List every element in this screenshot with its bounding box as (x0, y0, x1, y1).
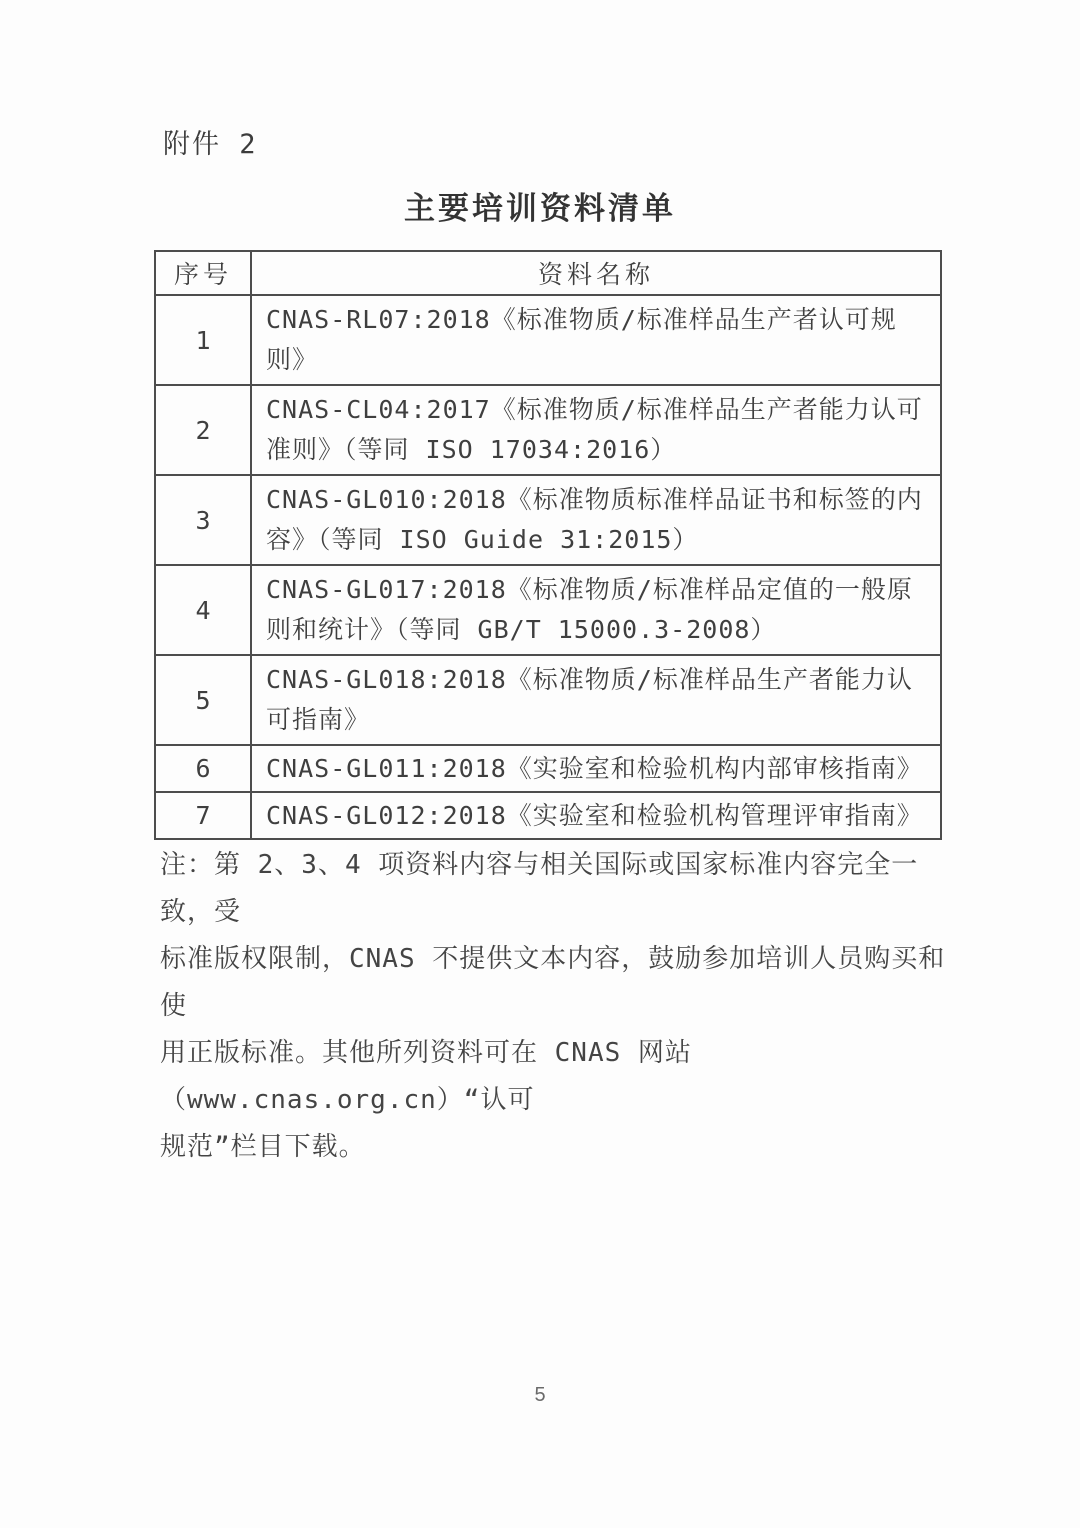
page-number: 5 (534, 1384, 546, 1406)
page-title: 主要培训资料清单 (404, 191, 676, 227)
table-row (155, 385, 941, 475)
row-number: 4 (155, 565, 251, 655)
materials-table (154, 250, 942, 840)
row-number: 5 (155, 655, 251, 745)
table-row (155, 792, 941, 839)
material-name: CNAS-GL017:2018《标准物质/标准样品定值的一般原则和统计》（等同 GB/T 15000.3-2008） (251, 565, 941, 655)
note-line: 规范”栏目下载。 (160, 1132, 366, 1162)
row-number: 1 (155, 295, 251, 385)
row-number: 2 (155, 385, 251, 475)
header-cell-no: 序号 (155, 251, 251, 295)
material-name: CNAS-GL010:2018《标准物质标准样品证书和标签的内容》（等同 ISO Guide 31:2015） (251, 475, 941, 565)
note-line: 标准版权限制，CNAS 不提供文本内容，鼓励参加培训人员购买和使 (160, 944, 946, 1021)
row-number: 7 (155, 792, 251, 839)
table-row (155, 745, 941, 792)
material-name: CNAS-GL012:2018《实验室和检验机构管理评审指南》 (251, 792, 941, 839)
material-name: CNAS-GL018:2018《标准物质/标准样品生产者能力认可指南》 (251, 655, 941, 745)
note-paragraph (160, 842, 952, 1171)
header-cell-name: 资料名称 (251, 251, 941, 295)
material-name: CNAS-CL04:2017《标准物质/标准样品生产者能力认可准则》（等同 ISO 17034:2016） (251, 385, 941, 475)
table-header-row (155, 251, 941, 295)
material-name: CNAS-RL07:2018《标准物质/标准样品生产者认可规则》 (251, 295, 941, 385)
row-number: 3 (155, 475, 251, 565)
table-row (155, 295, 941, 385)
table-row (155, 655, 941, 745)
note-line: 注：第 2、3、4 项资料内容与相关国际或国家标准内容完全一致，受 (160, 850, 919, 927)
row-number: 6 (155, 745, 251, 792)
attachment-label: 附件 2 (163, 129, 258, 160)
material-name: CNAS-GL011:2018《实验室和检验机构内部审核指南》 (251, 745, 941, 792)
note-line: 用正版标准。其他所列资料可在 CNAS 网站（www.cnas.org.cn）“认可 (160, 1038, 692, 1115)
table-row (155, 475, 941, 565)
table-row (155, 565, 941, 655)
